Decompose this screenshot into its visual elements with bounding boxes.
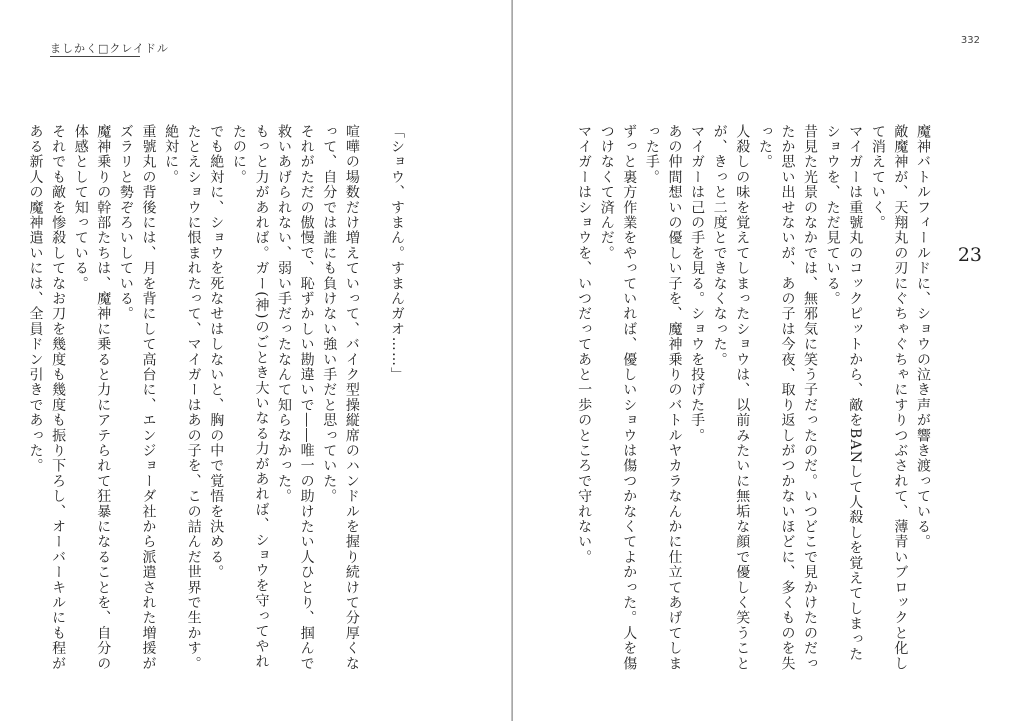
paragraph: 敵魔神が、天翔丸の刃にぐちゃぐちゃにすりつぶされて、薄青いブロックと化して消えていく。 [869,124,909,672]
running-title: ましかく□クレイドル [50,42,169,55]
right-page-text [574,124,934,674]
left-page-text [27,124,408,674]
paragraph: 人殺しの味を覚えてしまったショウは、以前みたいに無垢な顔で優しく笑うことが、きっと二度とできなくなった。 [711,124,751,672]
page-number: 332 [960,35,980,46]
paragraph: 魔神バトルフィールドに、ショウの泣き声が響き渡っている。 [915,124,931,550]
paragraph: ずっと裏方作業をやっていれば、優しいショウは傷つかなくてよかった。人を傷つけなくて済んだ。 [598,124,638,672]
paragraph: 「ショウ、すまん。すまんガオ……」 [389,124,405,383]
running-title-rule [50,56,140,57]
blank-line [363,124,386,674]
paragraph: もっと力があれば。ガー(神)のごとき大いなる力があれば、ショウを守ってやれたのに。 [230,124,270,670]
paragraph: マイガーはショウを、いつだってあと一歩のところで守れない。 [576,124,593,565]
paragraph: 重號丸の背後には、月を背にして高台に、エンジョーダ社から派遣された増援がズラリと勢ぞろいしている。 [117,124,157,672]
paragraph: マイガーは重號丸のコックピットから、敵をBANして人殺しを覚えてしまったショウを、ただ見ている。 [824,124,864,662]
paragraph: それでも敵を惨殺してなお刀を幾度も幾度も振り下ろし、オーバーキルにも程がある新人の魔神遣いには、全員ドン引きであった。 [27,124,67,672]
paragraph: たとえショウに恨まれたって、マイガーはあの子を、この詰んだ世界で生かす。絶対に。 [163,124,202,672]
paragraph: 魔神乗りの幹部たちは、魔神に乗ると力にアテられて狂暴になることを、自分の体感として知っている。 [72,124,112,672]
book-gutter [511,0,513,721]
paragraph: 昔見た光景のなかでは、無邪気に笑う子だったのだ。いつどこで見かけたのだったか思い出せないが、あの子は今夜、取り返しがつかないほどに、多くものを失った。 [756,124,819,672]
paragraph: あの仲間想いの優しい子を、魔神乗りのバトルヤカラなんかに仕立てあげてしまった手。 [643,124,683,672]
paragraph: マイガーは己の手を見る。ショウを投げた手。 [689,124,706,444]
chapter-number: 23 [957,244,982,266]
paragraph: それがただの傲慢で、恥ずかしい勘違いで――唯一の助けたい人ひとり、掴んで救いあげられない、弱い手だったなんて知らなかった。 [276,124,315,672]
right-page [514,0,1024,721]
paragraph: でも絶対に、ショウを死なせはしないと、胸の中で覚悟を決める。 [208,124,225,580]
paragraph: 喧嘩の場数だけ増えていって、バイク型操縦席のハンドルを握り続けて分厚くなって、自分では誰にも負けない強い手だと思っていた。 [321,124,360,672]
